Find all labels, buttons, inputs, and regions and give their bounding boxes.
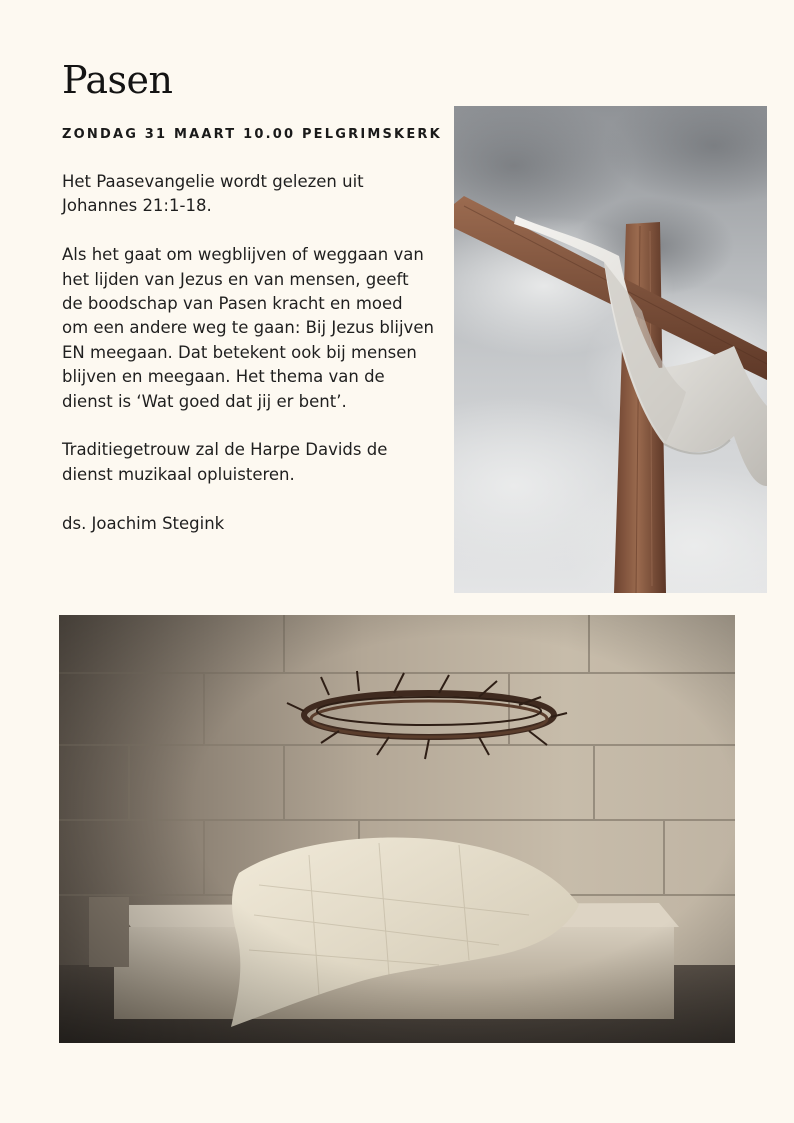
cross-photo	[454, 106, 767, 593]
tomb-photo	[59, 615, 735, 1043]
gospel-reading-paragraph: Het Paasevangelie wordt gelezen uit Johannes 21:1-18.	[62, 172, 364, 216]
page-title: Pasen	[62, 58, 173, 102]
tomb-illustration	[59, 615, 735, 1043]
music-paragraph: Traditiegetrouw zal de Harpe Davids de dienst muzikaal opluisteren.	[62, 440, 388, 484]
author-signature: ds. Joachim Stegink	[62, 513, 225, 533]
cross-illustration	[454, 106, 767, 593]
service-info-heading: ZONDAG 31 MAART 10.00 PELGRIMSKERK	[62, 127, 442, 142]
message-paragraph: Als het gaat om wegblijven of weggaan van het lijden van Jezus en van mensen, geeft de boodschap van Pasen kracht en moed om een andere weg te gaan: Bij Jezus blijven EN meegaan. Dat betekent ook bij mensen blijven en meegaan. Het thema van de dienst is ‘Wat goed dat jij er bent’.	[62, 245, 434, 411]
article-body	[62, 170, 434, 536]
